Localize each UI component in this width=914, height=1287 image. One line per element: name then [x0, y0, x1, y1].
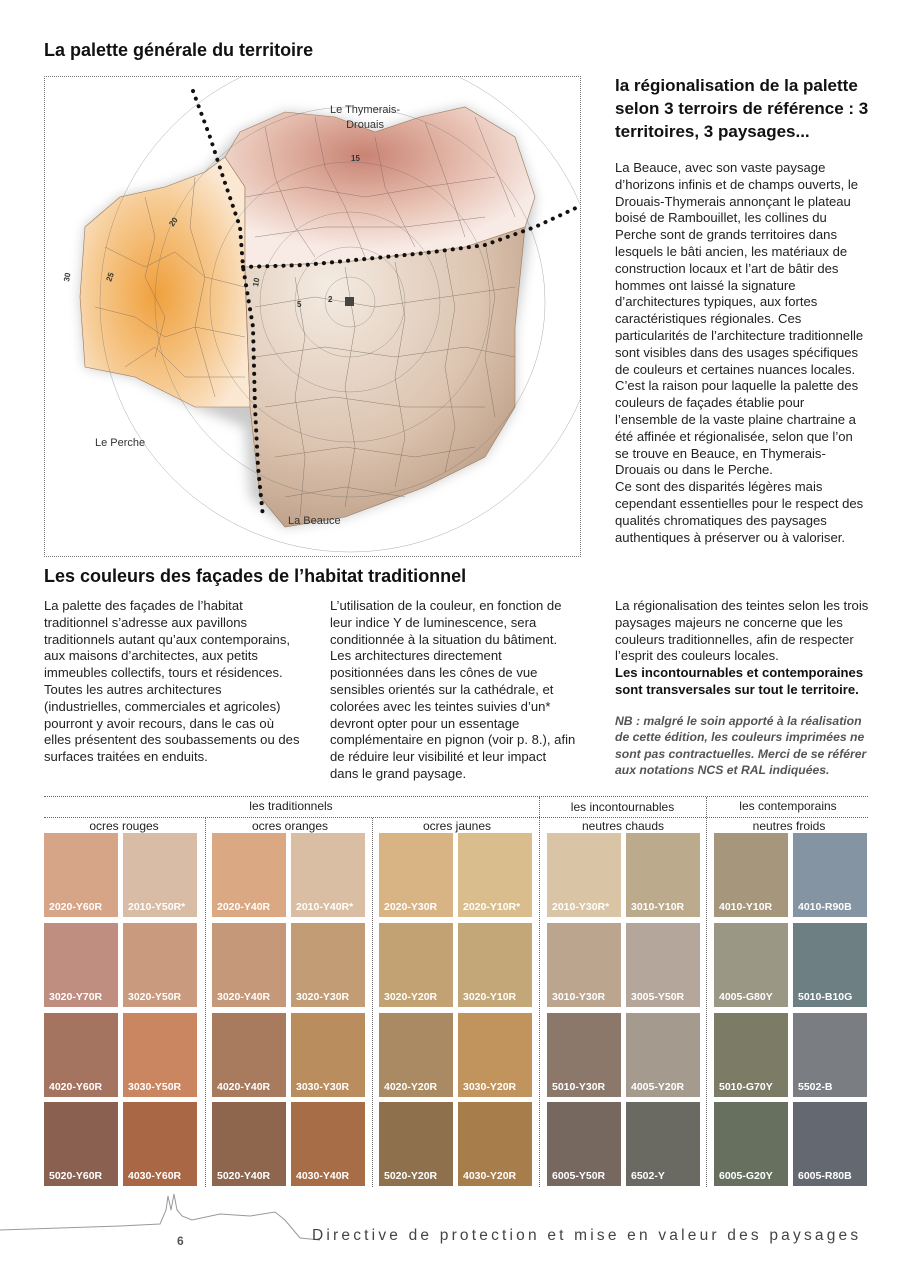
palette-divider-4	[372, 818, 373, 1187]
swatch-code: 6005-G20Y	[719, 1170, 773, 1182]
swatch-code: 4005-Y20R	[631, 1081, 685, 1093]
footer-title: Directive de protection et mise en valeur des paysages	[312, 1227, 862, 1244]
swatch-code: 4030-Y60R	[128, 1170, 182, 1182]
swatch-code: 3030-Y30R	[296, 1081, 350, 1093]
color-swatch	[714, 1013, 788, 1097]
color-swatch	[458, 833, 532, 917]
swatch-code: 3010-Y10R	[631, 901, 685, 913]
subgroup-ocres-rouges: ocres rouges	[89, 819, 159, 833]
swatch-code: 6502-Y	[631, 1170, 665, 1182]
swatch-code: 5010-G70Y	[719, 1081, 773, 1093]
subgroup-neutres-chauds: neutres chauds	[581, 819, 665, 833]
palette-divider-3	[205, 818, 206, 1187]
page-number: 6	[177, 1234, 184, 1248]
color-swatch	[547, 1102, 621, 1186]
group-label-contemporains: les contemporains	[739, 799, 837, 813]
swatch-code: 5502-B	[798, 1081, 833, 1093]
color-swatch	[212, 1102, 286, 1186]
swatch-code: 3020-Y40R	[217, 991, 271, 1003]
group-label-traditionnels: les traditionnels	[249, 799, 333, 813]
color-swatch	[793, 1102, 867, 1186]
color-swatch	[458, 923, 532, 1007]
color-swatch	[626, 1102, 700, 1186]
swatch-code: 3020-Y70R	[49, 991, 103, 1003]
map-illustration	[45, 77, 581, 557]
swatch-code: 3020-Y10R	[463, 991, 517, 1003]
color-swatch	[212, 923, 286, 1007]
swatch-code: 4030-Y20R	[463, 1170, 517, 1182]
swatch-code: 6005-Y50R	[552, 1170, 606, 1182]
swatch-code: 3030-Y20R	[463, 1081, 517, 1093]
color-swatch	[626, 1013, 700, 1097]
swatch-code: 6005-R80B	[798, 1170, 852, 1182]
color-swatch	[123, 1013, 197, 1097]
ring-number-10: 10	[251, 277, 262, 288]
color-swatch	[44, 923, 118, 1007]
palette-top-rule	[44, 796, 868, 797]
color-swatch	[626, 833, 700, 917]
color-swatch	[458, 1013, 532, 1097]
color-swatch	[123, 1102, 197, 1186]
swatch-code: 2010-Y50R*	[128, 901, 186, 913]
color-swatch	[714, 833, 788, 917]
swatch-code: 4030-Y40R	[296, 1170, 350, 1182]
section-title-facades: Les couleurs des façades de l’habitat traditionnel	[44, 566, 467, 586]
color-swatch	[212, 1013, 286, 1097]
color-swatch	[291, 833, 365, 917]
ring-number-2: 2	[328, 295, 333, 304]
color-swatch	[714, 923, 788, 1007]
swatch-code: 2020-Y30R	[384, 901, 438, 913]
color-swatch	[547, 833, 621, 917]
palette-divider-1	[539, 797, 540, 1187]
ring-number-5: 5	[297, 300, 302, 309]
nb-note: NB : malgré le soin apporté à la réalisation de cette édition, les couleurs imprimées ne sont pas contractuelles. Merci de se référer aux notations NCS et RAL indiquées.	[615, 713, 867, 778]
swatch-code: 4010-R90B	[798, 901, 852, 913]
subgroup-ocres-oranges: ocres oranges	[251, 819, 329, 833]
column-3	[615, 598, 871, 779]
swatch-code: 3010-Y30R	[552, 991, 606, 1003]
color-swatch	[123, 923, 197, 1007]
territory-map	[44, 76, 581, 557]
swatch-code: 3020-Y20R	[384, 991, 438, 1003]
color-swatch	[44, 833, 118, 917]
column-3-text: La régionalisation des teintes selon les trois paysages majeurs ne concerne que les couleurs traditionnelles, afin de respecter l’esprit des couleurs locales.	[615, 598, 869, 664]
color-swatch	[547, 1013, 621, 1097]
swatch-code: 4020-Y20R	[384, 1081, 438, 1093]
color-swatch	[626, 923, 700, 1007]
color-swatch	[793, 833, 867, 917]
swatch-code: 4020-Y60R	[49, 1081, 103, 1093]
swatch-code: 5020-Y60R	[49, 1170, 103, 1182]
section-title-palette: La palette générale du territoire	[44, 40, 314, 60]
swatch-code: 3020-Y30R	[296, 991, 350, 1003]
color-swatch	[793, 923, 867, 1007]
swatch-code: 2020-Y40R	[217, 901, 271, 913]
color-swatch	[291, 1013, 365, 1097]
ring-number-25: 25	[104, 271, 116, 283]
color-swatch	[547, 923, 621, 1007]
swatch-code: 4010-Y10R	[719, 901, 773, 913]
map-label-beauce: La Beauce	[288, 515, 341, 527]
palette-divider-2	[706, 797, 707, 1187]
swatch-code: 2020-Y60R	[49, 901, 103, 913]
regionalisation-title: la régionalisation de la palette selon 3 terroirs de référence : 3 territoires, 3 paysages...	[615, 76, 869, 141]
swatch-code: 5020-Y40R	[217, 1170, 271, 1182]
color-swatch	[714, 1102, 788, 1186]
map-label-perche: Le Perche	[95, 437, 146, 449]
color-swatch	[379, 1013, 453, 1097]
color-swatch	[379, 833, 453, 917]
color-swatch	[379, 1102, 453, 1186]
color-swatch	[44, 1013, 118, 1097]
swatch-code: 5010-B10G	[798, 991, 853, 1003]
color-swatch	[379, 923, 453, 1007]
swatch-code: 4005-G80Y	[719, 991, 773, 1003]
ring-number-20: 20	[167, 215, 180, 229]
palette-sub-rule	[44, 817, 868, 818]
column-1-text: La palette des façades de l’habitat traditionnel s’adresse aux pavillons traditionnels autant qu’aux contemporains, aux maisons d’architectes, aux petits immeubles collectifs, tours et résidences. Toutes les autres architectures (industrielles, commerciales et agricoles) pourront y avoir recours, dans le cas où elles présentent des soubassements ou des surfaces traitées en enduits.	[44, 598, 300, 765]
swatch-code: 3020-Y50R	[128, 991, 182, 1003]
swatch-code: 3030-Y50R	[128, 1081, 182, 1093]
column-2-text: L’utilisation de la couleur, en fonction de leur indice Y de luminescence, sera conditionnée à la situation du bâtiment. Les architectures directement positionnées dans les cônes de vue sensibles orientés sur la cathédrale, et colorées avec les teintes suivies d’un* devront opter pour un essentage complémentaire en pignon (voir p. 8.), afin de réduire leur visibilité et leur impact dans le grand paysage.	[330, 598, 576, 781]
swatch-code: 2010-Y30R*	[552, 901, 610, 913]
color-swatch	[212, 833, 286, 917]
group-label-incontournables: les incontournables	[570, 800, 675, 814]
swatch-code: 3005-Y50R	[631, 991, 685, 1003]
ring-number-30: 30	[62, 272, 73, 283]
color-swatch	[291, 923, 365, 1007]
ring-number-15: 15	[351, 154, 360, 163]
color-swatch	[44, 1102, 118, 1186]
swatch-code: 2020-Y10R*	[463, 901, 521, 913]
color-swatch	[123, 833, 197, 917]
subgroup-neutres-froids: neutres froids	[752, 819, 826, 833]
color-swatch	[793, 1013, 867, 1097]
map-label-thymerais: Le Thymerais- Drouais	[330, 104, 401, 131]
swatch-code: 2010-Y40R*	[296, 901, 354, 913]
subgroup-ocres-jaunes: ocres jaunes	[422, 819, 492, 833]
color-swatch	[291, 1102, 365, 1186]
color-swatch	[458, 1102, 532, 1186]
swatch-code: 5010-Y30R	[552, 1081, 606, 1093]
swatch-code: 4020-Y40R	[217, 1081, 271, 1093]
swatch-code: 5020-Y20R	[384, 1170, 438, 1182]
column-3-bold-text: Les incontournables et contemporaines sont transversales sur tout le territoire.	[615, 665, 864, 697]
regionalisation-text: La Beauce, avec son vaste paysage d’horizons infinis et de champs ouverts, le Drouais-Thymerais annonçant le plateau boisé de Rambouillet, les collines du Perche sont de grands territoires dans lesquels le bâti ancien, les matériaux de construction locaux et l’art de bâtir des hommes ont laissé la signature d’architectures typiques, aux fortes caractéristiques régionales. Ces particularités de l’architecture traditionnelle sont visibles dans des usages spécifiques de couleurs et certaines nuances locales. C’est la raison pour laquelle la palette des couleurs de façades établie pour l’ensemble de la vaste plaine chartraine a été affinée et régionalisée, selon que l’on se trouve en Beauce, en Thymerais-Drouais ou dans le Perche. Ce sont des disparités légères mais cependant essentielles pour le respect des qualités chromatiques des paysages authentiques à préserver ou à valoriser.	[615, 160, 864, 545]
